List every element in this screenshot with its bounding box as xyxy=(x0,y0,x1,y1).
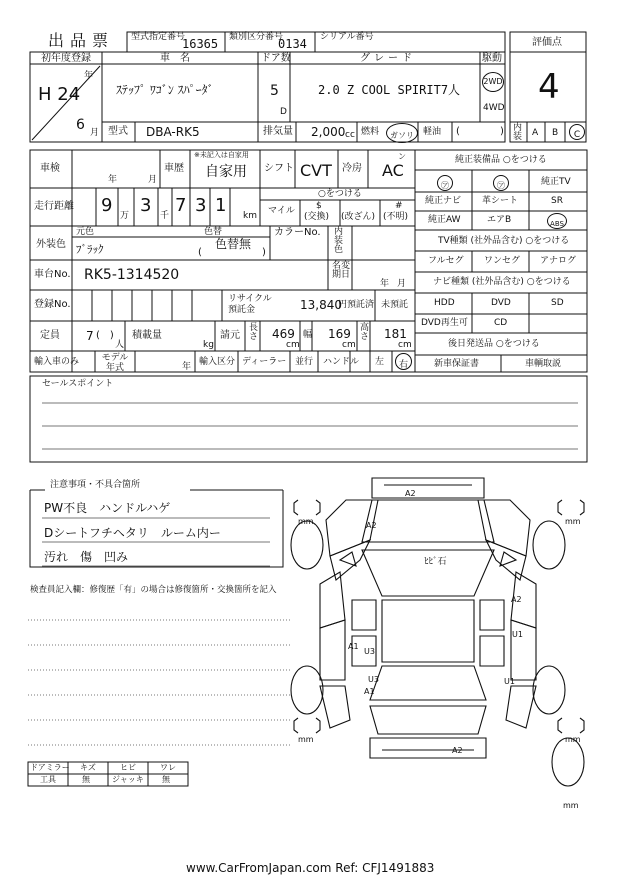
mileage-man-unit: 万 xyxy=(120,211,130,221)
notes-line-3: 汚れ 傷 凹み xyxy=(44,550,129,564)
height-label: 高さ xyxy=(360,323,370,342)
mileage-opt-mile: マイル xyxy=(268,206,295,216)
fuel-paren-open: ( xyxy=(456,126,460,137)
type-no-value: 16365 xyxy=(182,37,219,51)
damage-mark-front-bumper: A2 xyxy=(405,489,416,498)
mileage-opt-unknown: (不明) xyxy=(383,212,409,222)
grade-label: グレード xyxy=(360,53,416,64)
usage-label: 車歴 xyxy=(164,163,184,174)
legend-header-broken: ワレ xyxy=(160,763,176,772)
car-name-label: 車 名 xyxy=(160,53,190,64)
width-value: 169 xyxy=(328,327,351,341)
later-ship-label: 後日発送品 ○をつける xyxy=(448,339,540,349)
damage-mark-right-door-u: U1 xyxy=(512,630,523,639)
doors-label: ドア数 xyxy=(261,53,291,64)
navi-dvd: DVD xyxy=(491,298,511,308)
tire-mm-rear-right: mm xyxy=(565,735,581,744)
equip-genuine-navi: 純正ナビ xyxy=(425,196,462,206)
drive-label: 駆動 xyxy=(482,53,502,64)
drive-4wd: 4WD xyxy=(483,103,505,113)
legend-header-scratch: キズ xyxy=(80,763,96,772)
dvd-play-label: DVD再生可 xyxy=(421,318,468,328)
recycle-unpaid: 未預託 xyxy=(381,300,409,310)
exterior-color-value: ﾌﾞﾗｯｸ xyxy=(76,243,104,256)
footer-reference: www.CarFromJapan.com Ref: CFJ1491883 xyxy=(186,861,435,875)
interior-grade-b: B xyxy=(552,128,559,138)
damage-mark-rear-bumper: A2 xyxy=(452,746,463,755)
fuel-paren-close: ) xyxy=(500,126,504,137)
mileage-digit-5: 1 xyxy=(215,195,227,216)
model-label: 型式 xyxy=(108,126,128,137)
mileage-digit-1: 9 xyxy=(101,195,113,216)
width-label: 幅 xyxy=(303,330,313,340)
damage-mark-right-door-a: A2 xyxy=(511,595,522,604)
model-value: DBA-RK5 xyxy=(146,125,200,139)
interior-grade-a: A xyxy=(532,128,539,138)
load-unit: kg xyxy=(203,340,214,350)
legend-value-none-1: 無 xyxy=(82,775,90,784)
doors-value: 5 xyxy=(270,83,279,99)
recycle-amount: 13,840 xyxy=(300,298,342,312)
mileage-opt-hash: # xyxy=(395,201,403,211)
damage-mark-left-fender: A2 xyxy=(366,521,377,530)
notes-header: 注意事項・不具合箇所 xyxy=(50,480,141,490)
year-unit: 年 xyxy=(84,71,94,81)
capacity-unit: 人 xyxy=(115,340,125,350)
capacity-label: 定員 xyxy=(40,330,60,341)
length-label: 長さ xyxy=(249,323,259,342)
recycle-status: 円預託済 xyxy=(338,300,375,310)
class-no-label: 類別区分番号 xyxy=(229,32,284,42)
mileage-opt-tamper: (改ざん) xyxy=(341,212,376,222)
tire-mm-spare: mm xyxy=(563,801,579,810)
later-manual: 車輌取説 xyxy=(525,359,562,369)
length-value: 469 xyxy=(272,327,295,341)
mileage-opt-exchange: (交換) xyxy=(304,212,330,222)
fuel-gasoline: ガソリン xyxy=(390,131,414,161)
notes-line-1: PW不良 ハンドルハゲ xyxy=(44,501,171,515)
equip-sr: SR xyxy=(551,196,563,206)
tv-fullseg: フルセグ xyxy=(428,256,464,266)
ac-value: AC xyxy=(382,161,404,180)
tire-mm-front-right: mm xyxy=(565,517,581,526)
handle-left: 左 xyxy=(375,357,385,367)
import-year-unit: 年 xyxy=(182,362,192,372)
ac-label: 冷房 xyxy=(342,163,362,174)
legend-value-none-2: 無 xyxy=(162,775,170,784)
fuel-label: 燃料 xyxy=(361,127,380,137)
width-unit: cm xyxy=(342,340,356,350)
parallel-label: 並行 xyxy=(295,357,314,367)
height-unit: cm xyxy=(398,340,412,350)
tire-mm-front-left: mm xyxy=(298,517,314,526)
length-unit: cm xyxy=(286,340,300,350)
repaint-paren-close: ) xyxy=(262,247,266,258)
navi-type-label: ナビ種類 (社外品含む) ○をつける xyxy=(433,277,571,287)
inspector-note: 検査員記入欄：修復歴「有」の場合は修復箇所・交換箇所を記入 xyxy=(30,585,277,595)
handle-right-circle xyxy=(395,353,412,370)
name-change-year-unit: 年 xyxy=(380,279,390,289)
first-reg-label: 初年度登録 xyxy=(41,53,91,64)
exterior-color-label: 外装色 xyxy=(36,239,66,250)
rating-label: 評価点 xyxy=(532,37,562,48)
fuel-gasoline-circle xyxy=(386,123,418,161)
capacity-paren: ( ) xyxy=(96,330,114,341)
claim-label: 請元 xyxy=(220,330,240,341)
equip-abs: ABS xyxy=(550,220,564,228)
equip-a-2: ㋐ xyxy=(497,181,505,190)
type-no-label: 型式指定番号 xyxy=(131,32,186,42)
notes-line-2: Dシートフチヘタリ ルーム内ー xyxy=(44,526,221,540)
height-value: 181 xyxy=(384,327,407,341)
model-year-label: モデル年式 xyxy=(101,353,129,373)
damage-mark-left-rear-u: U3 xyxy=(368,675,379,684)
tire-mm-rear-left: mm xyxy=(298,735,314,744)
equip-airbag: エアB xyxy=(487,215,512,225)
drive-2wd: 2WD xyxy=(483,77,503,86)
color-no-label: カラーNo. xyxy=(274,227,321,238)
car-damage-diagram xyxy=(288,470,588,815)
legend-header-crack: ヒビ xyxy=(120,763,136,772)
equip-a-1-circle xyxy=(437,175,453,191)
import-label: 輸入車のみ xyxy=(34,357,80,367)
doors-suffix: D xyxy=(280,107,287,117)
mileage-label: 走行距離 xyxy=(34,201,74,212)
displacement-value: 2,000 xyxy=(311,125,346,139)
grade-value: 2.0 Z COOL SPIRIT7人 xyxy=(318,83,461,97)
car-name-value: ｽﾃｯﾌﾟ ﾜｺﾞﾝ ｽﾊﾟｰﾀﾞ xyxy=(116,83,214,97)
damage-mark-windshield: ﾋﾋﾞ石 xyxy=(424,557,447,567)
mileage-sen-unit: 千 xyxy=(160,211,170,221)
chassis-label: 車台No. xyxy=(34,269,71,280)
damage-mark-left-door-a: A1 xyxy=(348,642,359,651)
name-change-month-unit: 月 xyxy=(397,279,407,289)
interior-label: 内装 xyxy=(513,123,523,142)
repaint-value: 色替無 xyxy=(215,237,252,251)
name-change-label: 名変期日 xyxy=(332,261,351,280)
shift-label: シフト xyxy=(264,163,294,174)
navi-sd: SD xyxy=(551,298,564,308)
inspection-month-unit: 月 xyxy=(148,175,158,185)
class-no-value: 0134 xyxy=(278,37,307,51)
equip-leather-seat: 革シート xyxy=(482,196,519,206)
damage-mark-left-door-u: U3 xyxy=(364,647,375,656)
equip-genuine-aw: 純正AW xyxy=(428,215,461,225)
recycle-label: リサイクル預託金 xyxy=(228,294,272,315)
mileage-note: ○をつける xyxy=(318,189,362,199)
legend-value-tool: 工具 xyxy=(40,775,56,784)
legend-header-mirror: ドアミラー xyxy=(30,763,70,772)
interior-grade-c: C xyxy=(573,130,581,140)
equip-a-1: ㋐ xyxy=(441,181,449,190)
drive-2wd-circle xyxy=(482,72,504,92)
first-reg-month: 6 xyxy=(76,117,85,133)
genuine-label: 純正装備品 ○をつける xyxy=(455,155,547,165)
mileage-digit-2: 3 xyxy=(140,195,152,216)
fuel-diesel-label: 軽油 xyxy=(423,127,442,137)
shift-value: CVT xyxy=(300,161,332,180)
later-warranty: 新車保証書 xyxy=(434,359,480,369)
handle-right: 右 xyxy=(398,360,408,370)
sales-point-label: セールスポイント xyxy=(42,379,114,389)
navi-hdd: HDD xyxy=(434,298,455,308)
month-unit: 月 xyxy=(90,128,100,138)
load-label: 積載量 xyxy=(132,330,162,341)
cd-label: CD xyxy=(494,318,508,328)
serial-label: シリアル番号 xyxy=(320,32,374,42)
mileage-digit-4: 3 xyxy=(195,195,207,216)
repaint-paren-open: ( xyxy=(198,247,202,258)
legend-value-jack: ジャッキ xyxy=(112,775,144,784)
damage-mark-left-rear-a: A1 xyxy=(364,687,375,696)
dealer-label: ディーラー xyxy=(242,357,287,367)
mileage-digit-3: 7 xyxy=(175,195,187,216)
equip-a-2-circle xyxy=(493,175,509,191)
interior-grade-c-circle xyxy=(569,124,585,140)
orig-color-label: 元色 xyxy=(76,227,95,237)
repaint-label: 色替 xyxy=(204,227,223,237)
equip-abs-circle xyxy=(547,213,567,229)
equip-genuine-tv: 純正TV xyxy=(541,177,571,187)
first-reg-year: H 24 xyxy=(38,84,81,105)
reg-label: 登録No. xyxy=(34,299,71,310)
capacity-value: 7 xyxy=(86,329,94,343)
displacement-label: 排気量 xyxy=(263,126,293,137)
inspection-label: 車検 xyxy=(40,163,60,174)
displacement-unit: cc xyxy=(345,130,355,140)
form-title: 出品票 xyxy=(48,31,115,50)
mileage-km-unit: km xyxy=(243,211,257,221)
mileage-opt-dollar: $ xyxy=(316,201,322,211)
tv-type-label: TV種類 (社外品含む) ○をつける xyxy=(438,236,570,246)
usage-note: ※未記入は自家用 xyxy=(194,151,249,159)
inspection-year-unit: 年 xyxy=(108,175,118,185)
interior-color-label: 内装色 xyxy=(334,227,344,255)
rating-value: 4 xyxy=(538,67,560,107)
import-type-label: 輸入区分 xyxy=(199,357,236,367)
tv-analog: アナログ xyxy=(540,256,577,266)
tv-oneseg: ワンセグ xyxy=(484,256,521,266)
damage-mark-right-rear-u: U1 xyxy=(504,677,515,686)
usage-value: 自家用 xyxy=(205,164,247,180)
handle-label: ハンドル xyxy=(323,357,360,367)
chassis-value: RK5-1314520 xyxy=(84,267,180,283)
